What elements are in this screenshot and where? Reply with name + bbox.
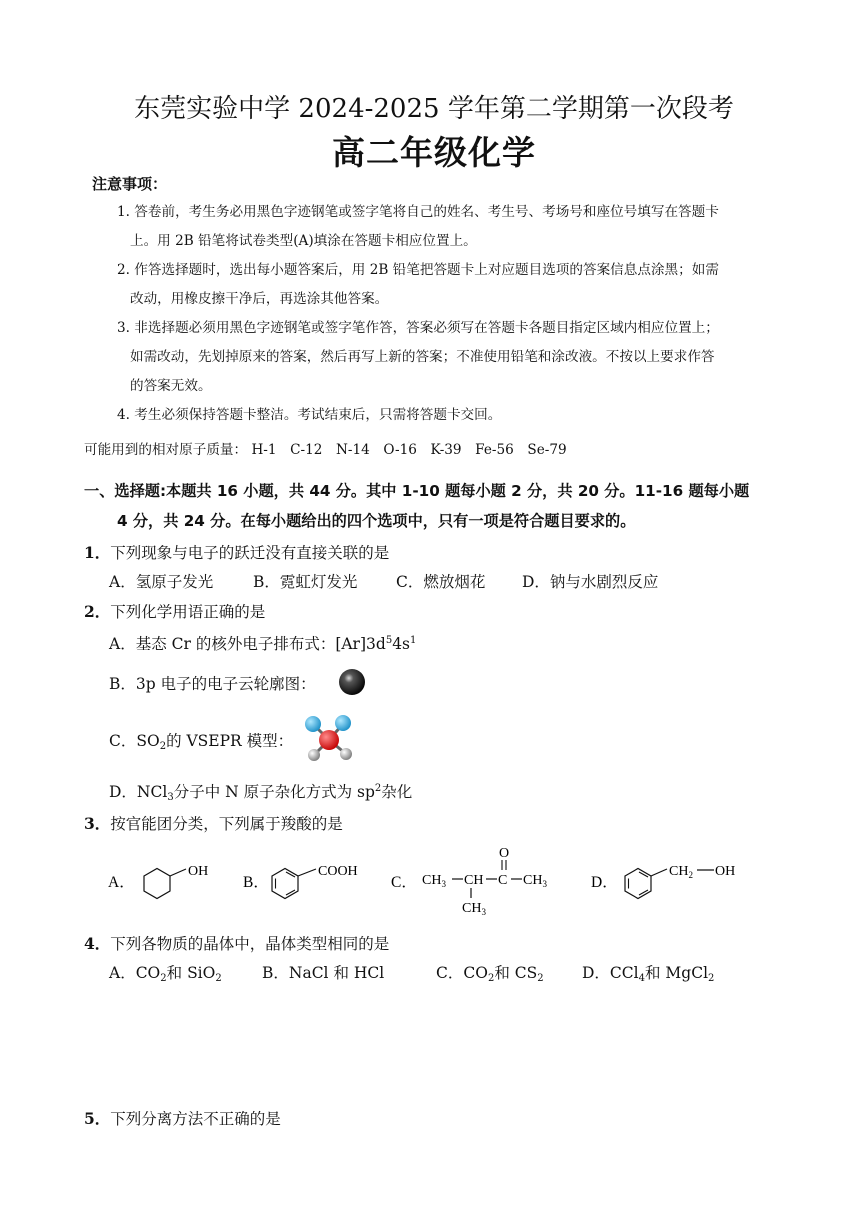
q2-a-mid: 4s bbox=[392, 635, 411, 653]
section-heading-line-2: 4 分，共 24 分。在每小题给出的四个选项中，只有一项是符合题目要求的。 bbox=[117, 512, 636, 530]
note-1 bbox=[117, 198, 719, 256]
q4-option-b: B．NaCl 和 HCl bbox=[262, 964, 385, 982]
q1-option-a: A．氢原子发光 bbox=[109, 573, 214, 591]
text: 和 MgCl bbox=[644, 964, 709, 982]
question-5 bbox=[84, 1107, 281, 1129]
question-2 bbox=[84, 600, 265, 622]
question-4 bbox=[84, 932, 389, 954]
question-stem: 按官能团分类，下列属于羧酸的是 bbox=[110, 815, 343, 833]
subscript: 4 bbox=[638, 973, 645, 984]
q4-option-a bbox=[109, 961, 222, 984]
q3-label-c: C． bbox=[391, 874, 417, 891]
exam-title: 东莞实验中学 2024-2025 学年第二学期第一次段考 bbox=[134, 94, 734, 124]
text: 和 SiO bbox=[166, 964, 216, 982]
q2-option-c bbox=[109, 729, 293, 752]
subscript: 2 bbox=[487, 973, 495, 984]
text: C．CO bbox=[436, 964, 488, 982]
ch2-subscript: 2 bbox=[688, 870, 693, 880]
note-3-line-2: 如需改动，先划掉原来的答案，然后再写上新的答案；不准使用铅笔和涂改液。不按以上要求作答 bbox=[130, 349, 715, 365]
q2-option-d bbox=[109, 780, 412, 803]
q2-a-sup-1: 5 bbox=[385, 635, 393, 646]
ch3-text: CH bbox=[462, 901, 482, 916]
subscript: 2 bbox=[537, 973, 544, 984]
q3-structures bbox=[100, 840, 780, 920]
note-3 bbox=[117, 314, 719, 401]
q3-label-a: A． bbox=[108, 874, 135, 891]
q2-d-post: 杂化 bbox=[381, 783, 413, 801]
q2-c-post: 的 VSEPR 模型： bbox=[166, 732, 294, 750]
q3-c-ch3-branch bbox=[462, 901, 486, 917]
question-number: 2． bbox=[84, 602, 111, 621]
question-number: 5． bbox=[84, 1109, 111, 1128]
note-2 bbox=[117, 256, 719, 314]
question-1 bbox=[84, 541, 389, 563]
q4-option-d bbox=[582, 961, 714, 984]
note-2-line-2: 改动，用橡皮擦干净后，再选涂其他答案。 bbox=[130, 291, 389, 307]
question-stem: 下列现象与电子的跃迁没有直接关联的是 bbox=[110, 544, 390, 562]
q3-label-d: D． bbox=[591, 874, 618, 891]
question-stem: 下列各物质的晶体中，晶体类型相同的是 bbox=[110, 935, 390, 953]
q1-option-b: B．霓虹灯发光 bbox=[253, 573, 358, 591]
note-3-line-3: 的答案无效。 bbox=[130, 378, 212, 394]
q3-c-carbon: C bbox=[498, 873, 508, 888]
q2-d-mid: 分子中 N 原子杂化方式为 sp bbox=[173, 783, 375, 801]
note-3-line-1: 3. 非选择题必须用黑色字迹钢笔或签字笔作答，答案必须写在答题卡各题目指定区域内相应位置上； bbox=[117, 320, 719, 336]
question-number: 4． bbox=[84, 934, 111, 953]
double-bond-inner bbox=[639, 872, 648, 877]
q2-option-b: B．3p 电子的电子云轮廓图： bbox=[109, 675, 316, 693]
bond-line bbox=[170, 869, 186, 876]
note-4: 4. 考生必须保持答题卡整洁。考试结束后，只需将答题卡交回。 bbox=[117, 407, 502, 423]
ch3-text: CH bbox=[523, 873, 543, 888]
q3-b-cooh: COOH bbox=[318, 864, 358, 879]
text: A．CO bbox=[109, 964, 161, 982]
subscript: 2 bbox=[160, 973, 167, 984]
q4-option-c bbox=[436, 961, 544, 984]
question-number: 1． bbox=[84, 543, 111, 562]
atomic-masses: 可能用到的相对原子质量： H-1 C-12 N-14 O-16 K-39 Fe-56 Se-79 bbox=[84, 442, 567, 458]
q2-a-text: A．基态 Cr 的核外电子排布式：[Ar]3d bbox=[109, 635, 386, 653]
q2-option-a bbox=[109, 632, 416, 654]
notes-heading: 注意事项： bbox=[92, 175, 168, 193]
q3-c-ch3-left bbox=[422, 873, 446, 889]
double-bond-inner bbox=[286, 890, 295, 895]
subscript: 2 bbox=[215, 973, 222, 984]
q3-c-ch3-right bbox=[523, 873, 547, 889]
section-heading-line-1: 一、选择题:本题共 16 小题，共 44 分。其中 1-10 题每小题 2 分，共 20 分。11-16 题每小题 bbox=[84, 482, 750, 500]
q1-option-c: C．燃放烟花 bbox=[396, 573, 486, 591]
question-number: 3． bbox=[84, 814, 111, 833]
ch3-subscript: 3 bbox=[481, 907, 486, 917]
q3-d-oh: OH bbox=[715, 864, 736, 879]
note-1-line-1: 1. 答卷前，考生务必用黑色字迹钢笔或签字笔将自己的姓名、考生号、考场号和座位号填写在答题卡 bbox=[117, 204, 719, 220]
question-3 bbox=[84, 812, 343, 834]
text: D．CCl bbox=[582, 964, 639, 982]
q2-d-sup: 2 bbox=[374, 783, 382, 794]
q2-d-sub: 3 bbox=[167, 792, 174, 803]
q3-c-ch: CH bbox=[464, 873, 484, 888]
q3-label-b: B． bbox=[243, 874, 269, 891]
ch2-text: CH bbox=[669, 864, 689, 879]
q2-c-text: C．SO bbox=[109, 732, 160, 750]
q2-a-sup-2: 1 bbox=[410, 635, 417, 646]
text: 和 CS bbox=[494, 964, 538, 982]
ch3-text: CH bbox=[422, 873, 442, 888]
q3-c-oxygen: O bbox=[499, 846, 510, 861]
vsepr-model-image bbox=[300, 713, 360, 763]
note-2-line-1: 2. 作答选择题时，选出每小题答案后，用 2B 铅笔把答题卡上对应题目选项的答案信息点涂黑；如需 bbox=[117, 262, 719, 278]
q3-d-ch2 bbox=[669, 864, 693, 880]
electron-cloud-sphere-image bbox=[338, 668, 366, 696]
ch3-subscript: 3 bbox=[441, 879, 446, 889]
bond-line bbox=[298, 869, 316, 876]
q2-c-sub: 2 bbox=[159, 741, 167, 752]
q2-d-text: D．NCl bbox=[109, 783, 168, 801]
q1-option-d: D．钠与水剧烈反应 bbox=[522, 573, 659, 591]
double-bond-inner bbox=[286, 872, 295, 877]
bond-line bbox=[651, 869, 667, 876]
double-bond-inner bbox=[639, 890, 648, 895]
question-stem: 下列分离方法不正确的是 bbox=[110, 1110, 281, 1128]
note-1-line-2: 上。用 2B 铅笔将试卷类型(A)填涂在答题卡相应位置上。 bbox=[130, 233, 477, 249]
q3-a-oh: OH bbox=[188, 864, 209, 879]
ch3-subscript: 3 bbox=[542, 879, 547, 889]
cyclohexane-ring bbox=[144, 869, 170, 899]
subject-title: 高二年级化学 bbox=[332, 133, 536, 172]
question-stem: 下列化学用语正确的是 bbox=[110, 603, 266, 621]
subscript: 2 bbox=[708, 973, 715, 984]
